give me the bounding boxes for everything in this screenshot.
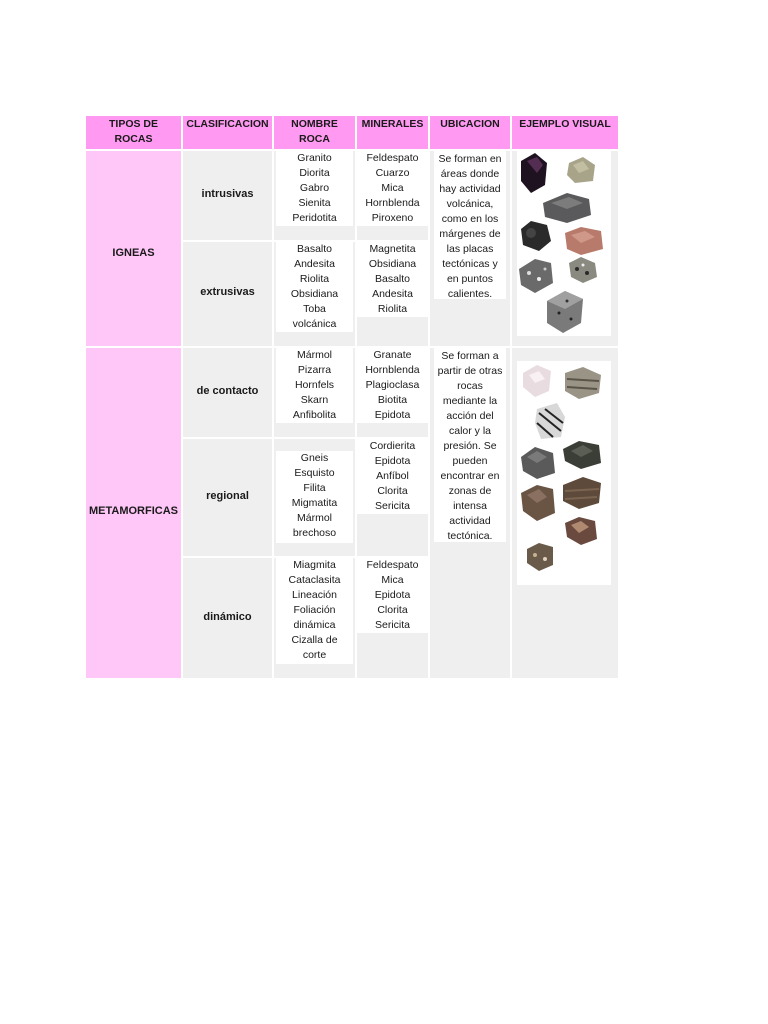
type-cell-igneas (86, 151, 181, 346)
type-label-metamorficas: METAMORFICAS (88, 505, 178, 517)
rock-name: Granito (297, 152, 332, 164)
clasificacion-label: extrusivas (200, 286, 255, 298)
rock-name: corte (302, 649, 327, 661)
rock-photos-igneas (517, 151, 611, 336)
clasificacion-label: intrusivas (201, 188, 254, 200)
rock-name: Sienita (298, 197, 331, 209)
gneiss-rock (565, 367, 601, 399)
rock-name-list (276, 348, 353, 423)
mineral-name: Hornblenda (365, 197, 420, 209)
mineral-name: Epidota (374, 455, 411, 467)
clasificacion-cell-de-contacto (183, 348, 272, 437)
rock-name: dinámica (293, 619, 336, 631)
minerales-cell-intrusivas (357, 151, 428, 240)
rock-name: Mármol (296, 349, 332, 361)
header-nombre-text: NOMBRE ROCA (291, 118, 338, 145)
clasificacion-label: dinámico (203, 611, 252, 623)
rock-name: Pizarra (297, 364, 332, 376)
mineral-name: Cuarzo (375, 167, 410, 179)
metamorphic-rocks-image (517, 361, 611, 585)
rock-name: Obsidiana (290, 288, 339, 300)
minerales-cell-regional (357, 439, 428, 556)
phyllite-rock (563, 477, 601, 509)
rock-photos-metamorficas (517, 361, 611, 585)
ubicacion-cell-metamorficas (430, 348, 510, 678)
minerales-cell-extrusivas (357, 242, 428, 346)
nombre-cell-intrusivas (274, 151, 355, 240)
mineral-name: Mica (381, 574, 404, 586)
clasificacion-cell-regional (183, 439, 272, 556)
gabbro-rock (519, 259, 553, 293)
mineral-name: Clorita (377, 485, 408, 497)
mineral-name: Granate (373, 349, 412, 361)
ejemplo-cell-igneas (512, 151, 618, 346)
mineral-list (357, 558, 428, 633)
mineral-name: Plagioclasa (365, 379, 420, 391)
header-minerales: MINERALES (357, 116, 428, 149)
header-ubicacion: UBICACION (430, 116, 510, 149)
igneous-rocks-image (517, 151, 611, 336)
rock-name: Migmatita (291, 497, 338, 509)
rock-name: Miagmita (293, 559, 336, 571)
rock-name: Anfibolita (292, 409, 337, 421)
mineral-name: Riolita (377, 303, 408, 315)
ejemplo-cell-metamorficas (512, 348, 618, 678)
rock-name: brechoso (292, 527, 337, 539)
mineral-name: Piroxeno (371, 212, 414, 224)
mineral-name: Obsidiana (368, 258, 417, 270)
basalt-rock (521, 221, 551, 251)
rock-name-list (276, 558, 353, 664)
rock-name: Basalto (296, 243, 333, 255)
clasificacion-cell-intrusivas (183, 151, 272, 240)
header-ejemplo-visual: EJEMPLO VISUAL (512, 116, 618, 149)
mineral-name: Clorita (377, 604, 408, 616)
mineral-name: Epidota (374, 409, 411, 421)
mineral-list (357, 439, 428, 514)
rock-name: Riolita (299, 273, 330, 285)
rock-name: Toba (303, 303, 326, 315)
rock-name-list (276, 151, 353, 226)
rock-name: Diorita (299, 167, 330, 179)
mineral-name: Epidota (374, 589, 411, 601)
rock-name-list (276, 451, 353, 543)
rock-name: Gabro (299, 182, 330, 194)
minerales-cell-de-contacto (357, 348, 428, 437)
ubicacion-text-igneas: Se forman en áreas donde hay actividad volcánica, como en los márgenes de las placas tectónicas y en puntos calientes. (434, 151, 506, 299)
header-clasificacion: CLASIFICACION (183, 116, 272, 149)
rock-name: Mármol (296, 512, 332, 524)
rock-name: volcánica (292, 318, 337, 330)
rock-name: Cataclasita (288, 574, 341, 586)
mineral-name: Cordierita (369, 440, 416, 452)
mineral-name: Feldespato (366, 152, 419, 164)
rock-name-list (276, 242, 353, 332)
rock-name: Skarn (300, 394, 329, 406)
mineral-name: Feldespato (366, 559, 419, 571)
nombre-cell-de-contacto (274, 348, 355, 437)
mineral-name: Sericita (374, 500, 410, 512)
clasificacion-cell-dinamico (183, 558, 272, 678)
mineral-name: Sericita (374, 619, 410, 631)
header-tipos (86, 116, 181, 149)
rock-name: Lineación (292, 589, 337, 601)
mineral-list (357, 348, 428, 423)
clasificacion-label: de contacto (196, 385, 259, 397)
clasificacion-cell-extrusivas (183, 242, 272, 346)
mineral-name: Magnetita (369, 243, 416, 255)
type-label-igneas: IGNEAS (112, 247, 155, 259)
rock-name: Cizalla de (291, 634, 338, 646)
mineral-name: Anfíbol (376, 470, 409, 482)
ubicacion-cell-igneas (430, 151, 510, 346)
mineral-name: Biotita (377, 394, 408, 406)
rock-name: Andesita (294, 258, 335, 270)
ubicacion-text-metamorficas: Se forman a partir de otras rocas mediante la acción del calor y la presión. Se pueden encontrar en zonas de intensa actividad tectónica. (434, 348, 506, 542)
type-cell-metamorficas (86, 348, 181, 678)
mineral-list (357, 242, 428, 317)
diorite-rock (569, 257, 597, 283)
nombre-cell-regional (274, 439, 355, 556)
nombre-cell-dinamico (274, 558, 355, 678)
minerales-cell-dinamico (357, 558, 428, 678)
mineral-name: Hornblenda (365, 364, 420, 376)
header-tipos-text: TIPOS DE ROCAS (108, 118, 158, 145)
rock-types-table (86, 116, 618, 678)
mineral-list (357, 151, 428, 226)
skarn-rock (527, 543, 553, 571)
nombre-cell-extrusivas (274, 242, 355, 346)
header-nombre-roca (274, 116, 355, 149)
rock-name: Esquisto (294, 467, 335, 479)
clasificacion-label: regional (206, 490, 249, 502)
rock-name: Gneis (300, 452, 329, 464)
rock-name: Peridotita (292, 212, 337, 224)
rock-name: Filita (303, 482, 326, 494)
rock-name: Foliación (293, 604, 336, 616)
mineral-name: Basalto (374, 273, 411, 285)
mineral-name: Andesita (372, 288, 413, 300)
mineral-name: Mica (381, 182, 404, 194)
rock-name: Hornfels (294, 379, 335, 391)
